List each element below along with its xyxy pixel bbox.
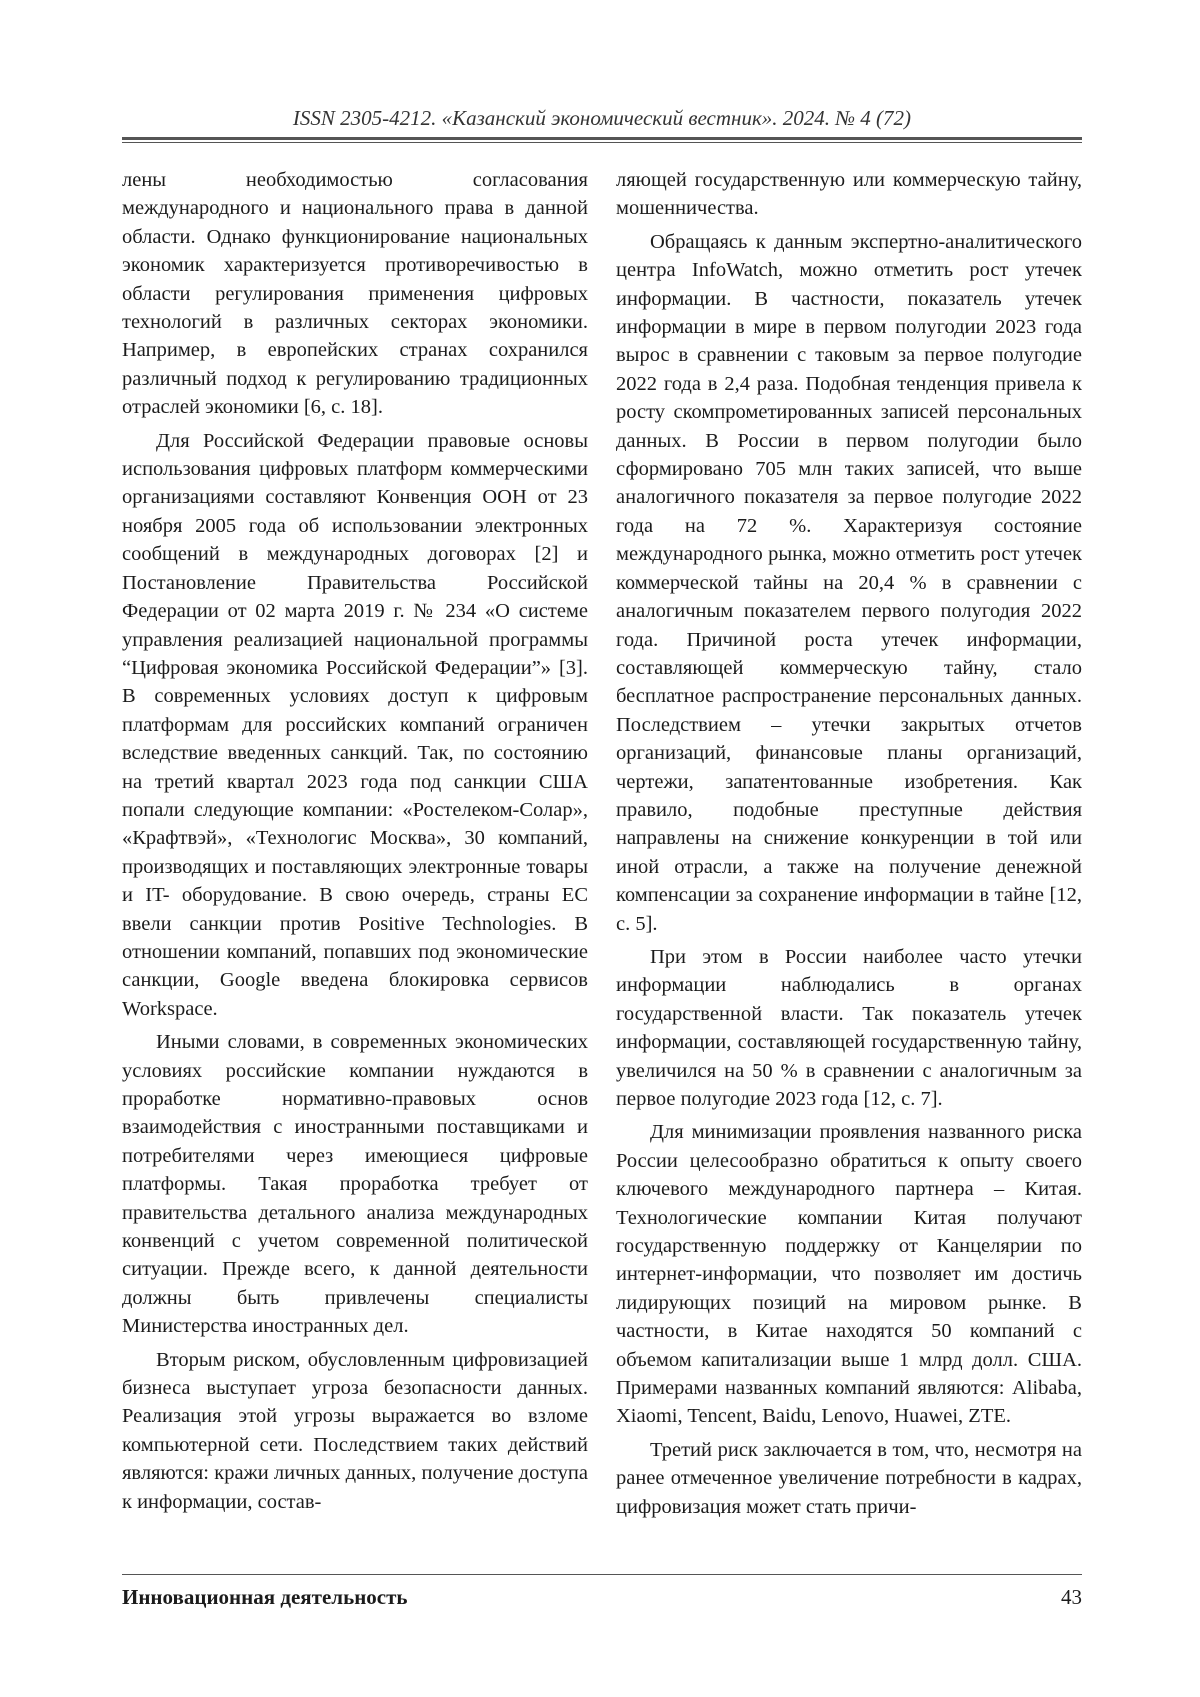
paragraph: При этом в России наиболее часто утечки информации наблюдались в органах государственной власти. Так показатель утечек информации, составляющей государственную тайну, увеличился на 50 % в сравнении с аналогичным за первое полугодие 2023 года [12, с. 7]. [616, 945, 1082, 1110]
paragraph: Для минимизации проявления названного риска России целесообразно обратиться к опыту своего ключевого международного партнера – Китая. Технологические компании Китая получают государственную поддержку от Канцелярии по интернет-информации, что позволяет им достичь лидирующих позиций на мировом рынке. В частности, в Китае находятся 50 компаний с объемом капитализации выше 1 млрд долл. США. Примерами названных компаний являются: Alibaba, Xiaomi, Tencent, Baidu, Lenovo, Huawei, ZTE. [616, 1121, 1082, 1428]
paragraph: Вторым риском, обусловленным цифровизацией бизнеса выступает угроза безопасности данных. Реализация этой угрозы выражается во взломе компьютерной сети. Последствием таких действий являются: кражи личных данных, получение доступа к информации, состав- [122, 1348, 588, 1513]
paragraph: Третий риск заключается в том, что, несмотря на ранее отмеченное увеличение потребности в кадрах, цифровизация может стать причи- [616, 1438, 1082, 1518]
paragraph: Обращаясь к данным экспертно-аналитического центра InfoWatch, можно отметить рост утечек информации. В частности, показатель утечек информации в мире в первом полугодии 2023 года вырос в сравнении с таковым за первое полугодие 2022 года в 2,4 раза. Подобная тенденция привела к росту скомпрометированных записей персональных данных. В России в первом полугодии было сформировано 705 млн таких записей, что выше аналогичного показателя за первое полугодие 2022 года на 72 %. Характеризуя состояние международного рынка, можно отметить рост утечек коммерческой тайны на 20,4 % в сравнении с аналогичным показателем первого полугодия 2022 года. Причиной роста утечек информации, составляющей коммерческую тайну, стало бесплатное распространение персональных данных. Последствием – утечки закрытых отчетов организаций, финансовые планы организаций, чертежи, запатентованные изобретения. Как правило, подобные преступные действия направлены на снижение конкуренции в той или иной отрасли, а также на получение денежной компенсации за сохранение информации в тайне [12, с. 5]. [616, 230, 1082, 935]
left-column [122, 166, 588, 1521]
header-rule-thin [122, 142, 1082, 143]
paragraph: лены необходимостью согласования международного и национального права в данной области. Однако функционирование национальных экономик характеризуется противоречивостью в области регулирования применения цифровых технологий в различных секторах экономики. Например, в европейских странах сохранился различный подход к регулированию традиционных отраслей экономики [6, с. 18]. [122, 169, 588, 419]
right-column [616, 166, 1082, 1526]
footer-rule [122, 1574, 1082, 1575]
page-number: 43 [1061, 1585, 1082, 1609]
page-footer [122, 1582, 1082, 1612]
paragraph: ляющей государственную или коммерческую тайну, мошенничества. [616, 169, 1082, 220]
footer-section-title: Инновационная деятельность [122, 1585, 408, 1609]
header-rule-thick [122, 137, 1082, 140]
paragraph: Иными словами, в современных экономических условиях российские компании нуждаются в проработке нормативно-правовых основ взаимодействия с иностранными поставщиками и потребителями через имеющиеся цифровые платформы. Такая проработка требует от правительства детального анализа международных конвенций с учетом современной политической ситуации. Прежде всего, к данной деятельности должны быть привлечены специалисты Министерства иностранных дел. [122, 1031, 588, 1338]
paragraph: Для Российской Федерации правовые основы использования цифровых платформ коммерческими организациями составляют Конвенция ООН от 23 ноября 2005 года об использовании электронных сообщений в международных договорах [2] и Постановление Правительства Российской Федерации от 02 марта 2019 г. № 234 «О системе управления реализацией национальной программы “Цифровая экономика Российской Федерации”» [3]. В современных условиях доступ к цифровым платформам для российских компаний ограничен вследствие введенных санкций. Так, по состоянию на третий квартал 2023 года под санкции США попали следующие компании: «Ростелеком-Солар», «Крафтвэй», «Технологис Москва», 30 компаний, производящих и поставляющих электронные товары и IT- оборудование. В свою очередь, страны ЕС ввели санкции против Positive Technologies. В отношении компаний, попавших под экономические санкции, Google введена блокировка сервисов Workspace. [122, 429, 588, 1020]
running-header: ISSN 2305-4212. «Казанский экономический вестник». 2024. № 4 (72) [292, 106, 912, 130]
